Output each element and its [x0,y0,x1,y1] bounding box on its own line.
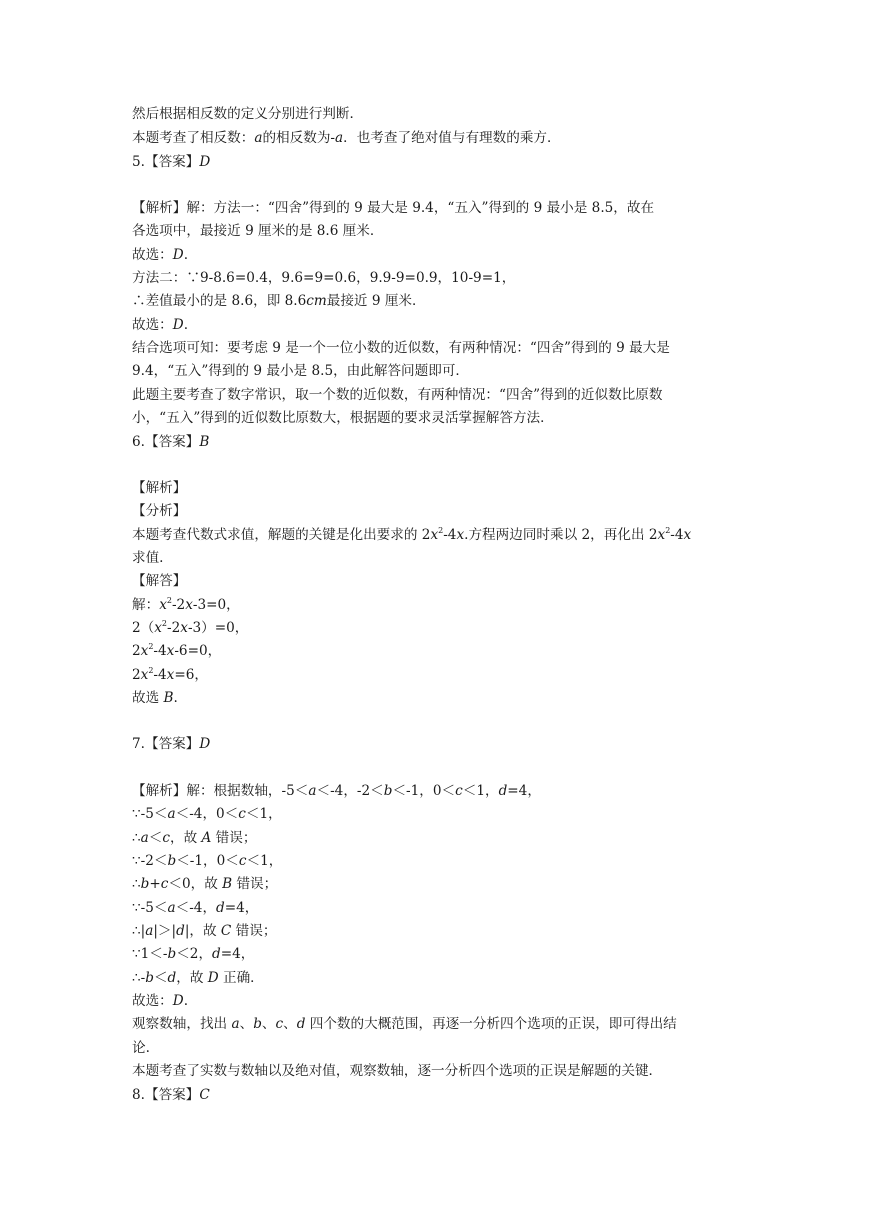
text-run: d [212,946,221,962]
text-line [132,245,188,265]
text-run: b [383,783,393,799]
text-run: ＜1， [245,806,282,822]
text-run: a [140,830,149,846]
text-run: 错误； [232,876,278,892]
text-run: ∵1＜- [132,946,168,962]
text-run: 2（ [132,620,155,636]
text-run: 2 [665,526,671,535]
math-line [132,665,208,685]
text-run: 2 [132,643,141,659]
text-run: 7.【答案】 [132,736,200,752]
text-run: ＜-4，-2＜ [316,783,384,799]
text-run: ＜ [153,970,168,986]
text-run: 求值. [132,550,164,566]
text-run: ＜-1，0＜ [392,783,456,799]
text-run: ∴ [132,830,141,846]
text-run: D [172,993,184,1009]
text-run: d [498,783,508,799]
text-run: -4 [153,643,167,659]
text-run: -3）=0， [187,620,249,636]
text-run: 错误； [211,830,257,846]
text-run: B [199,434,210,450]
text-run: 然后根据相反数的定义分别进行判断． [132,106,364,122]
text-run: + [149,876,161,892]
text-line [132,268,515,288]
text-run: 本题考查了相反数： [132,130,255,146]
text-run: 2 [161,619,168,628]
text-run: 观察数轴，找出 [132,1016,232,1032]
text-run: ∴- [132,970,146,986]
text-run: x [185,597,193,613]
text-run: 【解析】解：根据数轴，-5＜ [132,783,309,799]
text-line [132,291,426,311]
text-run: ∴ [132,876,141,892]
text-line [132,548,164,568]
text-run: D [199,154,211,170]
text-run: d [176,923,185,939]
math-line [132,898,258,918]
text-run: cm [306,293,327,309]
text-run: x [140,643,149,659]
text-run: ＜0，故 [168,876,223,892]
text-line [132,1014,677,1034]
text-run: c [162,830,170,846]
section-heading [132,571,186,591]
text-run: 2 [148,666,154,675]
text-run: d [216,900,225,916]
text-run: a [254,130,263,146]
text-run: D [199,736,211,752]
text-run: =4， [220,946,255,962]
text-run: 9.4，“五入”得到的 9 最小是 8.5，由此解答问题即可． [132,363,470,379]
text-run: 2 [166,596,172,605]
text-run: a [167,806,176,822]
text-run: D [172,317,184,333]
text-run: x [657,527,666,543]
text-run: x [166,667,175,683]
text-run: -6=0， [174,643,222,659]
text-run: . [183,993,189,1009]
text-run: =6， [174,667,208,683]
text-run: ∴差值最小的是 8.6，即 8.6 [132,293,307,309]
text-line [132,338,670,358]
text-run: 正确． [218,970,264,986]
text-run: 2 [148,642,154,651]
text-line [132,1038,150,1058]
text-run: -4 [443,527,457,543]
text-run: 四个数的大概范围，再逐一分析四个选项的正误，即可得出结 [305,1016,677,1032]
text-run: ∴| [132,923,146,939]
text-run: -2 [167,620,181,636]
text-run: 论. [132,1040,150,1056]
text-run: ＜1， [246,853,283,869]
text-run: 最接近 9 厘米． [326,293,426,309]
text-run: x [430,527,439,543]
text-line [132,315,188,335]
text-run: 2 [132,667,141,683]
text-run: ＜-1，0＜ [176,853,239,869]
text-run: 6.【答案】 [132,434,200,450]
text-run: c [238,806,246,822]
math-line [132,921,276,941]
text-run: d [167,970,177,986]
text-run: B [222,876,233,892]
text-run: 【解析】解：方法一：“四舍”得到的 9 最大是 9.4，“五入”得到的 9 最小是 8.5，故在 [132,200,655,216]
answer-heading-7 [132,734,210,754]
text-run: 、 [261,1016,276,1032]
text-run: .方程两边同时乘以 2，再化出 2 [464,527,658,543]
text-run: ∵-5＜ [132,900,168,916]
math-line [132,944,254,964]
text-line [132,408,554,428]
text-run: 此题主要考查了数字常识，取一个数的近似数，有两种情况：“四舍”得到的近似数比原数 [132,387,663,403]
text-run: 解： [132,597,160,613]
text-run: 各选项中，最接近 9 厘米的是 8.6 厘米． [132,223,384,239]
text-run: . [183,247,189,263]
math-line [132,641,221,661]
text-run: x [154,620,162,636]
math-line [132,828,256,848]
text-run: a [335,130,344,146]
text-run: a [145,923,154,939]
text-run: =4， [507,783,541,799]
text-run: a [167,900,176,916]
text-run: 、 [239,1016,254,1032]
text-run: A [201,830,212,846]
text-run: C [199,1087,210,1103]
text-run: c [160,876,169,892]
text-run: b [167,853,177,869]
text-run: 【分析】 [132,503,187,519]
text-line [132,525,691,545]
answer-heading-5 [132,152,210,172]
text-run: . [183,317,189,333]
text-run: a [308,783,317,799]
text-run: c [275,1016,284,1032]
text-run: 结合选项可知：要考虑 9 是一个一位小数的近似数，有两种情况：“四舍”得到的 9 最大是 [132,340,670,356]
text-run: ＜1， [462,783,499,799]
text-run: 小，“五入”得到的近似数比原数大，根据题的要求灵活掌握解答方法． [132,410,554,426]
text-run: -4 [153,667,167,683]
text-run: -2 [171,597,186,613]
text-run: d [296,1016,306,1032]
text-run: b [167,946,177,962]
text-run: -3=0， [192,597,240,613]
text-line [132,128,561,148]
text-run: |，故 [184,923,221,939]
text-run: 故选： [132,993,173,1009]
text-run: 错误； [231,923,277,939]
text-run: x [166,643,175,659]
answer-heading-8 [132,1085,210,1105]
text-run: b [140,876,150,892]
text-run: -4 [670,527,684,543]
text-line [132,688,178,708]
text-run: D [207,970,219,986]
text-run: =4， [224,900,259,916]
text-line [132,991,188,1011]
text-run: ，故 [169,830,202,846]
text-run: 本题考查代数式求值，解题的关键是化出要求的 2 [132,527,431,543]
text-run: D [172,247,184,263]
text-run: |＞| [153,923,177,939]
text-line [132,385,662,405]
answer-heading-6 [132,432,209,452]
text-run: B [163,690,174,706]
text-run: 、 [283,1016,297,1032]
text-run: ．也考查了绝对值与有理数的乘方． [343,130,561,146]
text-run: x [159,597,167,613]
text-run: ＜-4，0＜ [175,806,239,822]
text-run: ＜-4， [175,900,217,916]
text-run: 本题考查了实数与数轴以及绝对值，观察数轴，逐一分析四个选项的正误是解题的关键． [132,1063,663,1079]
text-line [132,1061,662,1081]
text-run: ∵-5＜ [132,806,168,822]
section-heading [132,501,186,521]
text-run: ＜2， [176,946,213,962]
text-run: 故选 [132,690,164,706]
text-run: c [455,783,463,799]
text-run: C [220,923,232,939]
text-run: ＜ [148,830,163,846]
text-run: 的相反数为- [262,130,336,146]
text-run: ∵-2＜ [132,853,168,869]
text-run: x [456,527,465,543]
text-run: b [145,970,154,986]
math-line [132,618,248,638]
text-run: x [683,527,692,543]
text-run: 故选： [132,317,173,333]
text-line [132,221,383,241]
text-run: ，故 [176,970,208,986]
math-line [132,968,264,988]
text-run: 8.【答案】 [132,1087,200,1103]
text-run: b [253,1016,262,1032]
math-line [132,804,282,824]
text-run: 2 [438,526,444,535]
text-run: a [231,1016,240,1032]
analysis-line [132,198,654,218]
analysis-heading [132,478,186,498]
math-line [132,851,282,871]
text-run: 【解析】 [132,480,187,496]
text-run: 5.【答案】 [132,154,200,170]
text-run: 故选： [132,247,173,263]
text-run: x [180,620,188,636]
text-run: x [140,667,149,683]
text-run: . [173,690,178,706]
analysis-line [132,781,541,801]
math-line [132,874,277,894]
text-run: 方法二：∵9-8.6=0.4，9.6=9=0.6，9.9-9=0.9，10-9=1， [132,270,516,286]
text-run: 【解答】 [132,573,187,589]
text-run: c [238,853,247,869]
text-line [132,104,363,124]
text-line [132,361,469,381]
math-line [132,595,240,615]
